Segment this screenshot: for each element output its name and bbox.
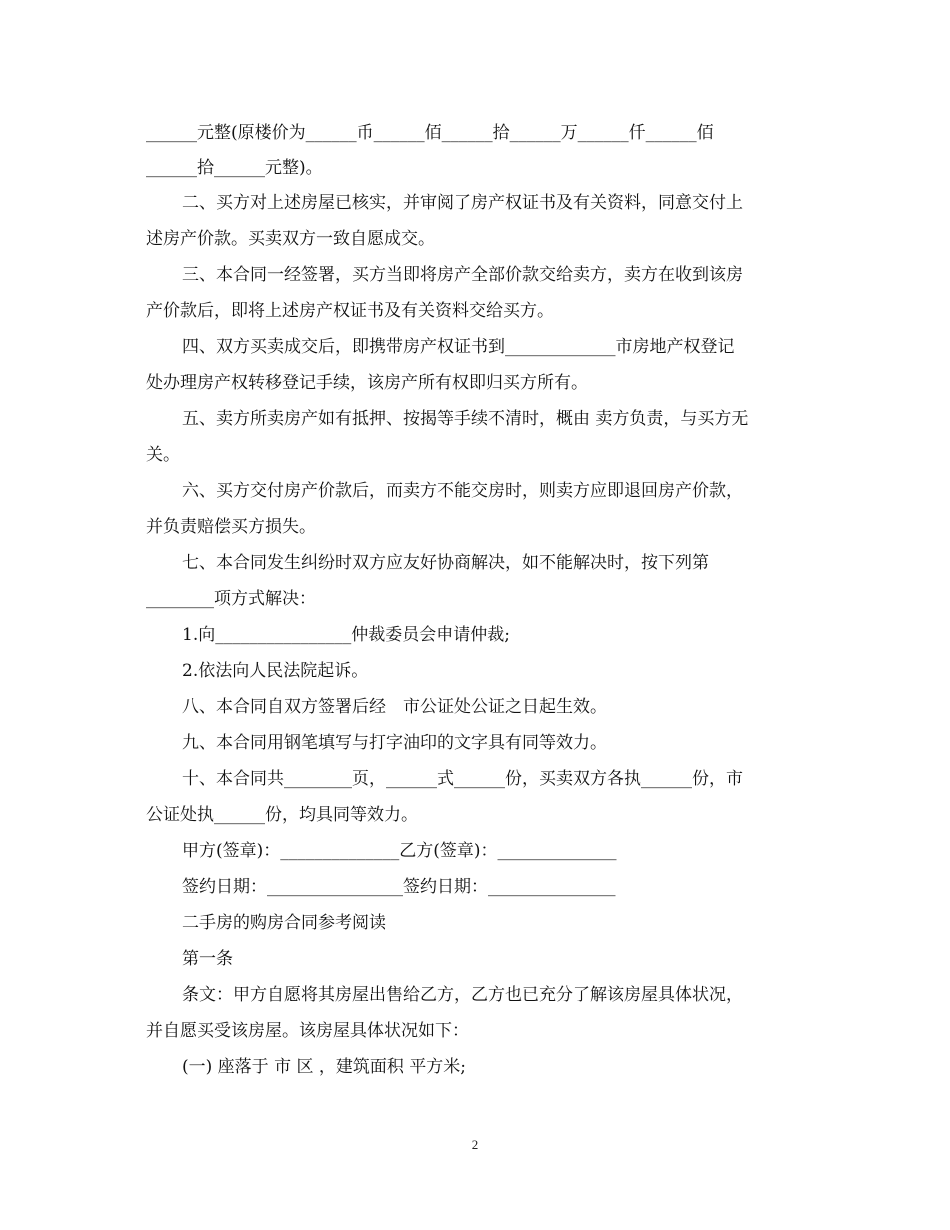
clause-6-line: 六、买方交付房产价款后，而卖方不能交房时，则卖方应即退回房产价款， [182,481,743,501]
clause-10-line: 公证处执______份，均具同等效力。 [146,805,418,825]
signature-line: 甲方(签章)：______________乙方(签章)：______________ [182,841,617,861]
option-1-line: 1.向________________仲裁委员会申请仲裁; [182,625,510,645]
paragraph-line: ______拾______元整)。 [146,158,323,178]
paragraph-line: ______元整(原楼价为______币______佰______拾______万______仟______佰 [146,123,714,143]
clause-8-line: 八、本合同自双方签署后经 市公证处公证之日起生效。 [182,697,607,717]
clause-3-line: 三、本合同一经签署，买方当即将房产全部价款交给卖方，卖方在收到该房 [182,265,743,285]
clause-6-line: 并负责赔偿买方损失。 [146,517,316,537]
clause-3-line: 产价款后，即将上述房产权证书及有关资料交给买方。 [146,301,554,321]
article-heading: 第一条 [182,949,233,969]
clause-7-line: ________项方式解决： [146,589,316,609]
clause-4-line: 四、双方买卖成交后，即携带房产权证书到_____________市房地产权登记 [182,337,735,357]
clause-2-line: 二、买方对上述房屋已核实，并审阅了房产权证书及有关资料，同意交付上 [182,193,743,213]
page-number: 2 [471,1137,479,1152]
clause-5-line: 关。 [146,445,180,465]
sign-date-line: 签约日期：________________签约日期：_______________ [182,877,616,897]
clause-5-line: 五、卖方所卖房产如有抵押、按揭等手续不清时，概由 卖方负责，与买方无 [182,409,749,429]
section-heading: 二手房的购房合同参考阅读 [182,913,386,933]
clause-10-line: 十、本合同共________页，______式______份，买卖双方各执______份，市 [182,769,743,789]
article-item-line: (一) 座落于 市 区 ，建筑面积 平方米; [182,1057,467,1077]
article-text-line: 条文：甲方自愿将其房屋出售给乙方，乙方也已充分了解该房屋具体状况， [182,985,743,1005]
clause-7-line: 七、本合同发生纠纷时双方应友好协商解决，如不能解决时，按下列第 [182,553,709,573]
clause-9-line: 九、本合同用钢笔填写与打字油印的文字具有同等效力。 [182,733,607,753]
option-2-line: 2.依法向人民法院起诉。 [182,661,369,681]
clause-2-line: 述房产价款。买卖双方一致自愿成交。 [146,229,435,249]
article-text-line: 并自愿买受该房屋。该房屋具体状况如下： [146,1021,469,1041]
clause-4-line: 处办理房产权转移登记手续，该房产所有权即归买方所有。 [146,373,588,393]
